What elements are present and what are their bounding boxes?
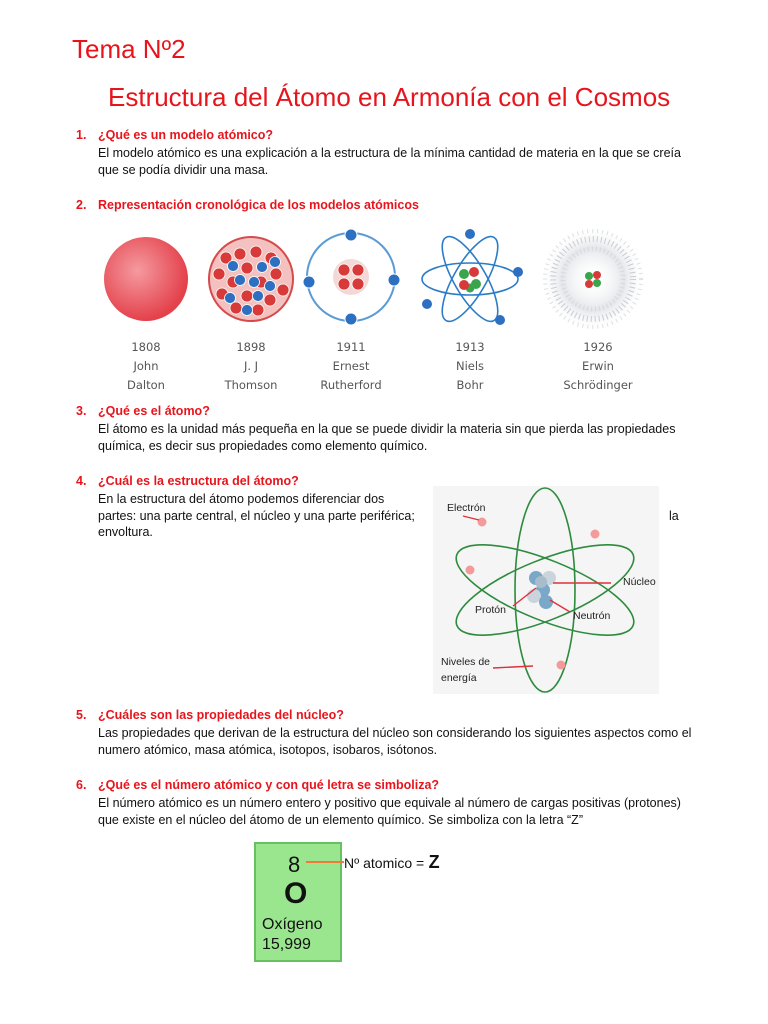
timeline-last-name: Schrödinger (563, 378, 633, 392)
tile-atomic-number: 8 (288, 852, 301, 877)
caption-letter: Z (428, 852, 440, 872)
tile-pointer-line (306, 858, 346, 866)
timeline-bohr (415, 338, 525, 395)
timeline-thomson (196, 338, 306, 395)
bohr-model (422, 229, 523, 329)
timeline-rutherford (296, 338, 406, 395)
label-niveles-line: Niveles de (441, 656, 491, 668)
section-number: 1. (76, 128, 87, 142)
tile-name: Oxígeno (262, 916, 323, 933)
timeline-first-name: Niels (455, 359, 485, 373)
section-number: 4. (76, 474, 87, 488)
section-4-heading (76, 474, 299, 488)
timeline-first-name: Ernest (332, 359, 370, 373)
timeline-last-name: Bohr (456, 378, 484, 392)
timeline-last-name: Dalton (127, 378, 165, 392)
section-question: ¿Qué es un modelo atómico? (98, 128, 274, 142)
label-niveles-line: energía (441, 672, 477, 684)
tile-mass: 15,999 (262, 936, 311, 953)
section-question: ¿Qué es el número atómico y con qué letra se simboliza? (98, 778, 440, 792)
label-electron: Electrón (447, 502, 486, 514)
label-proton: Protón (475, 604, 506, 616)
body-line: numero atómico, masa atómica, isotopos, isobaros, isótonos. (98, 742, 438, 757)
section-3-body (98, 421, 698, 454)
section-1-body (98, 145, 698, 178)
body-line: El átomo es la unidad más pequeña en la que se puede dividir la materia sin que pierda las propiedades (98, 422, 676, 436)
section-number: 2. (76, 198, 87, 212)
section-6-heading (76, 778, 439, 792)
atom-structure-diagram (433, 486, 659, 694)
timeline-last-name: Rutherford (320, 378, 382, 392)
page-subtitle: Estructura del Átomo en Armonía con el Cosmos (108, 82, 671, 112)
timeline-first-name: Erwin (582, 359, 614, 373)
section-question: ¿Cuál es la estructura del átomo? (98, 474, 299, 488)
section-4-body (98, 491, 424, 541)
section-5-heading (76, 708, 344, 722)
dalton-model (104, 237, 188, 321)
timeline-last-name: Thomson (224, 378, 278, 392)
body-line: que existe en el núcleo del átomo de un elemento químico. Se simboliza con la letra “Z” (98, 812, 583, 827)
schrodinger-model (541, 227, 645, 331)
timeline-dalton (91, 338, 201, 395)
section-number: 3. (76, 404, 87, 418)
body-line: El modelo atómico es una explicación a la estructura de la mínima cantidad de materia en la que se creía (98, 146, 681, 160)
label-neutron: Neutrón (573, 610, 611, 622)
section-question: ¿Cuáles son las propiedades del núcleo? (98, 708, 344, 722)
nucleus-icon (527, 571, 556, 609)
body-line: Las propiedades que derivan de la estructura del núcleo son considerando los siguientes aspectos como el (98, 726, 692, 740)
timeline-year: 1913 (455, 340, 485, 354)
thomson-model (209, 237, 293, 321)
section-1-heading (76, 128, 273, 142)
timeline-schrodinger (543, 338, 653, 395)
label-niveles (441, 654, 490, 686)
section-question: ¿Qué es el átomo? (98, 404, 210, 418)
section-6-body (98, 795, 708, 828)
section-number: 5. (76, 708, 87, 722)
timeline-year: 1808 (131, 340, 161, 354)
page-title: Tema Nº2 (72, 34, 186, 64)
body-line: El número atómico es un número entero y positivo que equivale al número de cargas positivas (protones) (98, 796, 681, 810)
timeline-year: 1898 (236, 340, 266, 354)
body-line: En la estructura del átomo podemos diferenciar dos (98, 492, 385, 506)
timeline-first-name: J. J (243, 359, 259, 373)
section-question: Representación cronológica de los modelos atómicos (98, 198, 419, 212)
body-line: química, es decir sus propiedades como elemento químico. (98, 438, 428, 453)
label-nucleo: Núcleo (623, 576, 656, 588)
section-2-heading (76, 198, 419, 212)
section-4-trailing-word: la (669, 509, 679, 523)
timeline-year: 1926 (583, 340, 613, 354)
timeline-first-name: John (133, 359, 159, 373)
tile-symbol: O (284, 877, 308, 910)
atomic-number-caption (344, 852, 440, 873)
section-5-body (98, 725, 698, 758)
caption-prefix: Nº atomico = (344, 855, 425, 871)
atomic-models-illustration (90, 222, 650, 334)
section-number: 6. (76, 778, 87, 792)
section-3-heading (76, 404, 210, 418)
rutherford-model (303, 229, 400, 325)
timeline-year: 1911 (336, 340, 366, 354)
body-line: partes: una parte central, el núcleo y una parte periférica; (98, 508, 415, 523)
body-line: envoltura. (98, 525, 153, 539)
body-line: que se podía dividir una masa. (98, 162, 269, 177)
